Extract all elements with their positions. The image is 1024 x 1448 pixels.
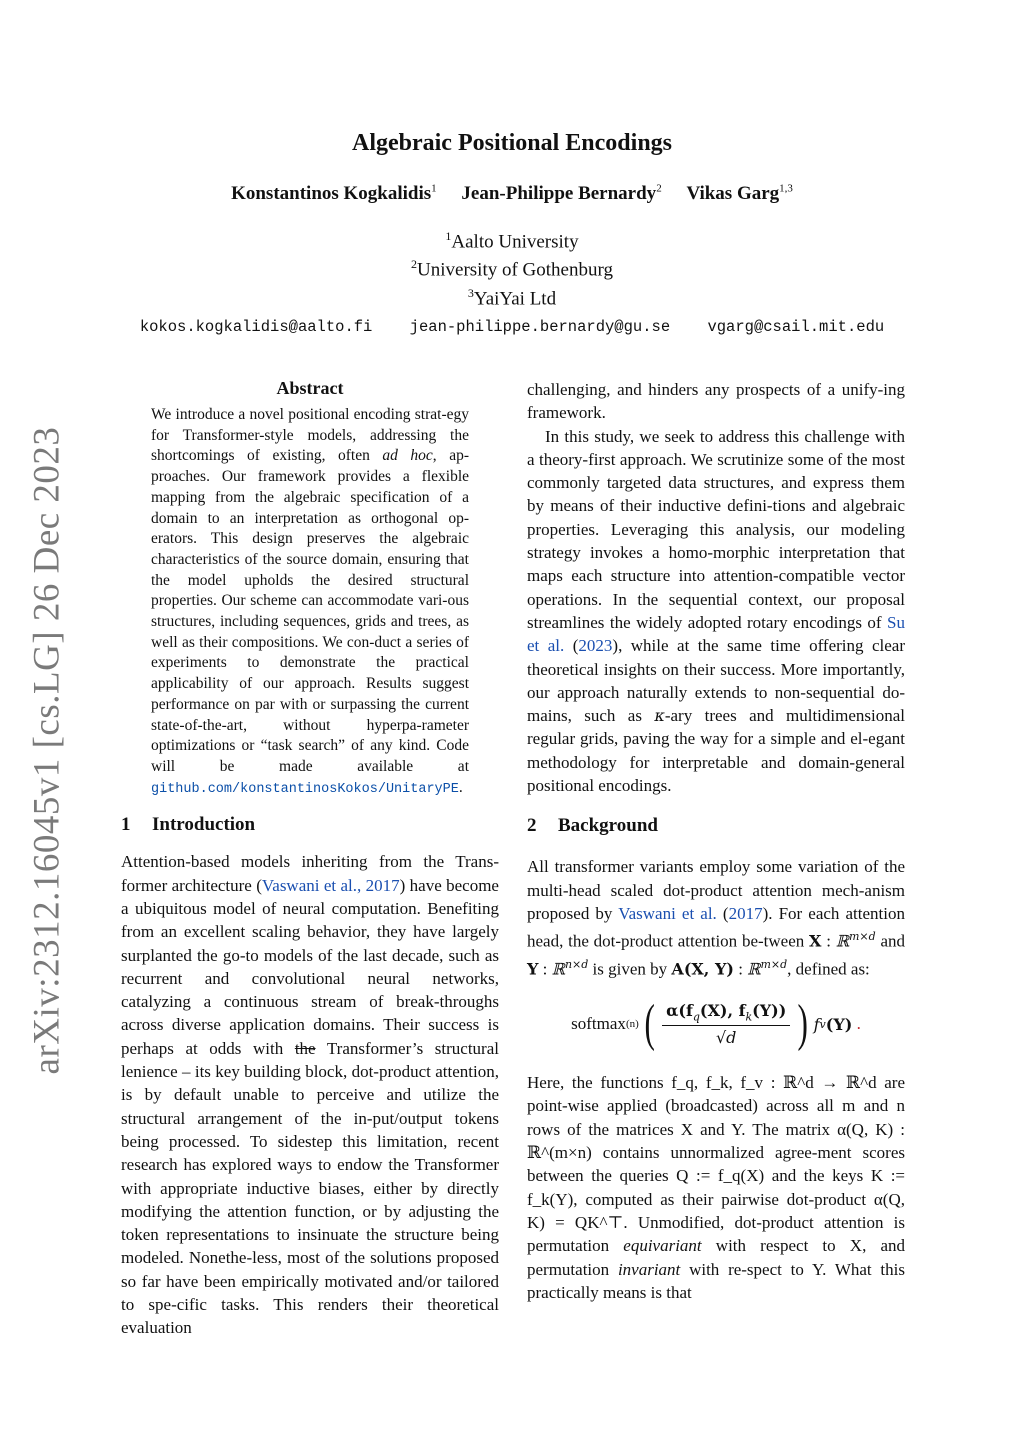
equation-fraction <box>662 1001 790 1047</box>
code-link[interactable]: github.com/konstantinosKokos/UnitaryPE <box>151 781 459 797</box>
author: Vikas Garg$^{1,3}$ <box>686 183 793 205</box>
fraction-denominator: √d <box>715 1028 737 1048</box>
left-column <box>121 378 499 1340</box>
citation-year-link[interactable]: 2017 <box>728 903 763 923</box>
affiliation-list <box>0 225 1024 310</box>
abstract-heading: Abstract <box>276 378 344 398</box>
section-heading-background: 2 Background <box>527 815 658 837</box>
arxiv-identifier: arXiv:2312.16045v1 [cs.LG] 26 Dec 2023 <box>26 426 68 1074</box>
citation-link[interactable]: Vaswani et al., 2017 <box>261 875 400 895</box>
email[interactable]: kokos.kogkalidis@aalto.fi <box>139 318 373 336</box>
author: Konstantinos Kogkalidis$^1$ <box>231 183 437 205</box>
intro-continuation: challenging, and hinders any prospects of a unify-ing framework. <box>527 380 905 423</box>
citation-link[interactable]: Vaswani et al. <box>618 903 717 923</box>
arxiv-side-stamp <box>20 426 74 1074</box>
author: Jean-Philippe Bernardy$^2$ <box>461 183 662 205</box>
email[interactable]: jean-philippe.bernardy@gu.se <box>409 318 671 336</box>
email-list <box>0 318 1024 336</box>
right-column <box>527 378 905 1304</box>
fraction-numerator: $\alpha(f_q(X)$, $f_k(Y)$) <box>662 1001 790 1026</box>
section-heading-introduction: 1 Introduction <box>121 814 256 836</box>
citation-link[interactable]: Su et al. <box>527 612 905 656</box>
citation-year-link[interactable]: 2023 <box>578 636 613 656</box>
affiliation: $^1$Aalto University <box>445 229 579 253</box>
attention-equation: softmax (n) ( $\frac{\alpha(f_q(X), f_k(Y))}{√d}$ ) f v (Y) . <box>571 995 861 1053</box>
background-paragraph-1: All transformer variants employ some variation of the multi-head scaled dot-product attention mech-anism proposed by Vaswani et al. (2017). For each attention head, the dot-product attention be-tween X : ℝ$^{m\times d}$ and Y : ℝ$^{n\times d}$ is given by A(X, Y) : ℝ$^{m\times d}$, defined as: <box>527 857 905 979</box>
right-paren: ) <box>797 995 809 1053</box>
equation-marker: . <box>856 1014 861 1034</box>
affiliation: $^2$University of Gothenburg <box>411 257 613 281</box>
intro-paragraph-2: In this study, we seek to address this challenge with a theory-first approach. We scrutinize some of the most commonly targeted data structures, and express them by means of their inductive defini-tions and algebraic properties. Leveraging this analysis, our modeling strategy invokes a homo-morphic interpretation that maps each structure into attention-compatible vector operations. In the sequential context, our proposal streamlines the widely adopted rotary encodings of Su et al. (2023), while at the same time offering clear theoretical insights on their success. More importantly, our approach naturally extends to non-sequential do-mains, such as κ-ary trees and multidimensional regular grids, paving the way for a simple and el-egant methodology for interpretable and domain-general positional encodings. <box>527 426 906 796</box>
email[interactable]: vgarg@csail.mit.edu <box>707 318 885 336</box>
author-list <box>0 183 1024 205</box>
paper-title: Algebraic Positional Encodings <box>351 130 673 156</box>
background-paragraph-2: Here, the functions f_q, f_k, f_v : ℝ^d → ℝ^d are point-wise applied (broadcasted) across all m and n rows of the matrices X and Y. The matrix α(Q, K) : ℝ^(m×n) contains unnormalized agree-ment scores between the queries Q := f_q(X) and the keys K := f_k(Y), computed as their pairwise dot-product α(Q, K) = QK^⊤. Unmodified, dot-product attention is permutation equivariant with respect to X, and permutation invariant with re-spect to Y. What this practically means is that <box>527 1073 905 1302</box>
introduction-paragraph: Attention-based models inheriting from the Trans-former architecture (Vaswani et al., 2017) have become a ubiquitous model of neural computation. Benefiting from an excellent scaling behavior, they have largely surplanted the go-to models of the last decade, such as recurrent and convolutional neural networks, catalyzing a continuous stream of break-throughs across diverse application domains. Their success is perhaps at odds with the Transformer’s structural lenience – its key building block, dot-product attention, is by default unable to perceive and utilize the structural arrangement of the in-put/output tokens being processed. To sidestep this limitation, recent research has explored ways to endow the Transformer with appropriate inductive biases, either by directly modifying the attention function, or by adjusting the token representations to insinuate the structure being modeled. Nonethe-less, most of the solutions proposed so far have been empirically motivated and/or tailored to spe-cific tasks. This renders their theoretical evaluation <box>121 852 499 1338</box>
abstract-body: We introduce a novel positional encoding strat-egy for Transformer-style models, addressing the shortcomings of existing, often ad hoc, ap-proaches. Our framework provides a flexible mapping from the algebraic specification of a domain to an interpretation as orthogonal op-erators. This design preserves the algebraic characteristics of the source domain, ensuring that the model upholds the desired structural properties. Our scheme can accommodate vari-ous structures, including sequences, grids and trees, as well as their compositions. We con-duct a series of experiments to demonstrate the practical applicability of our approach. Results suggest performance on par with or surpassing the current state-of-the-art, without hyperpa-rameter optimizations or “task search” of any kind. Code will be made available at github.com/konstantinosKokos/UnitaryPE. <box>151 406 469 797</box>
left-paren: ( <box>644 995 655 1053</box>
affiliation: $^3$YaiYai Ltd <box>467 285 557 309</box>
